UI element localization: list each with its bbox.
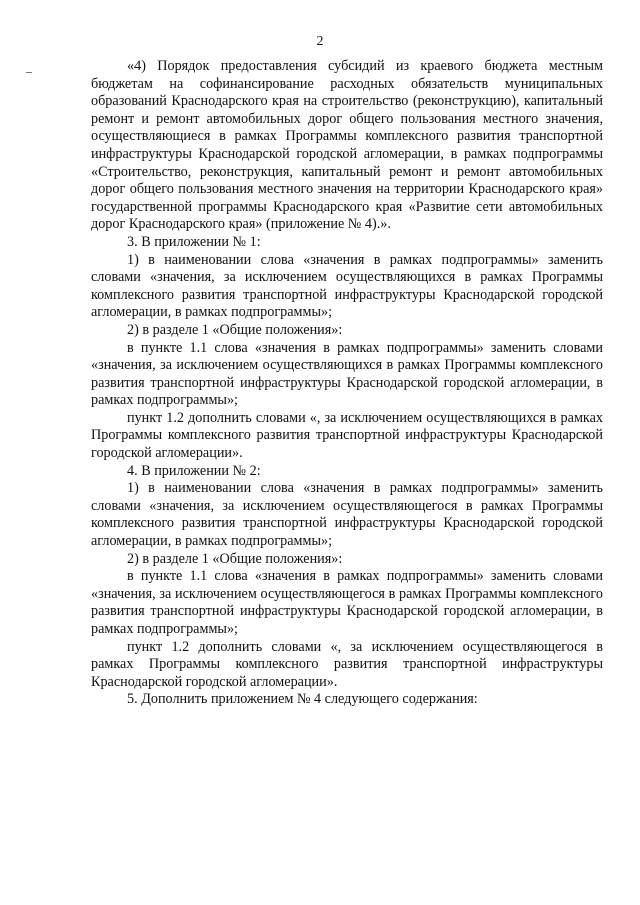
paragraph-procedure-appendix-4: «4) Порядок предоставления субсидий из краевого бюджета местным бюджетам на софинансирование расходных обязательств муниципальных образований Краснодарского края на строительство (реконструкцию), капитальный ремонт и ремонт автомобильных дорог общего пользования местного значения, осуществляющиеся в рамках Программы комплексного развития транспортной инфраструктуры Краснодарской городской агломерации, в рамках подпрограммы «Строительство, реконструкция, капитальный ремонт и ремонт автомобильных дорог общего пользования местного значения на территории Краснодарского края» государственной программы Краснодарского края «Развитие сети автомобильных дорог Краснодарского края» (приложение № 4).».	[91, 58, 603, 233]
paragraph-item-3-point-1-1: в пункте 1.1 слова «значения в рамках подпрограммы» заменить словами «значения, за исключением осуществляющихся в рамках Программы комплексного развития транспортной инфраструктуры Краснодарской городской агломерации, в рамках подпрограммы»;	[91, 339, 603, 409]
paragraph-item-3-point-1-2: пункт 1.2 дополнить словами «, за исключением осуществляющихся в рамках Программы комплексного развития транспортной инфраструктуры Краснодарской городской агломерации».	[91, 409, 603, 462]
paragraph-item-4-heading: 4. В приложении № 2:	[127, 462, 261, 479]
paragraph-item-3-heading: 3. В приложении № 1:	[127, 233, 261, 250]
paragraph-item-5: 5. Дополнить приложением № 4 следующего содержания:	[127, 691, 478, 708]
paragraph-item-4-subitem-2: 2) в разделе 1 «Общие положения»:	[127, 550, 343, 567]
margin-mark	[26, 72, 32, 73]
paragraph-item-4-point-1-2: пункт 1.2 дополнить словами «, за исключением осуществляющегося в рамках Программы комплексного развития транспортной инфраструктуры Краснодарской городской агломерации».	[91, 638, 603, 690]
paragraph-item-4-subitem-1: 1) в наименовании слова «значения в рамках подпрограммы» заменить словами «значения, за исключением осуществляющегося в рамках Программы комплексного развития транспортной инфраструктуры Краснодарской городской агломерации, в рамках подпрограммы»;	[91, 480, 603, 550]
paragraph-item-4-point-1-1: в пункте 1.1 слова «значения в рамках подпрограммы» заменить словами «значения, за исключением осуществляющегося в рамках Программы комплексного развития транспортной инфраструктуры Краснодарской городской агломерации, в рамках подпрограммы»;	[91, 568, 603, 637]
document-body	[91, 58, 603, 709]
paragraph-item-3-subitem-1: 1) в наименовании слова «значения в рамках подпрограммы» заменить словами «значения, за исключением осуществляющихся в рамках Программы комплексного развития транспортной инфраструктуры Краснодарской городской агломерации, в рамках подпрограммы»;	[91, 251, 603, 321]
page-number: 2	[316, 34, 324, 49]
paragraph-item-3-subitem-2: 2) в разделе 1 «Общие положения»:	[127, 321, 343, 338]
